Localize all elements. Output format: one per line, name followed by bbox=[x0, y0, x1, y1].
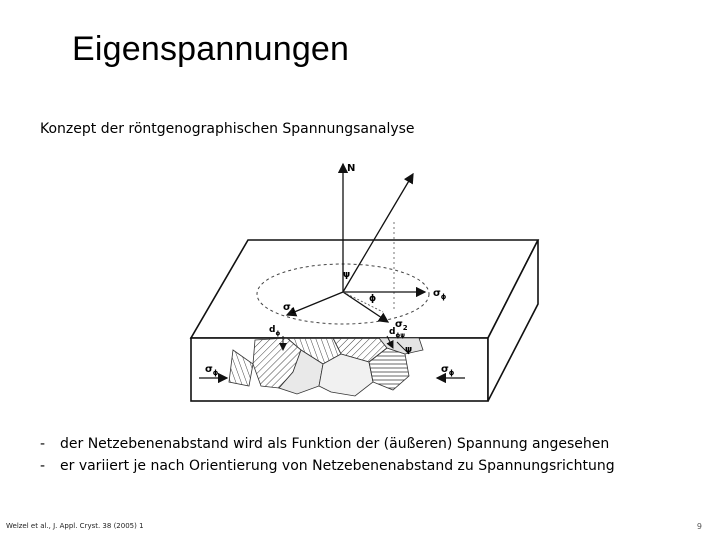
footer-reference: Welzel et al., J. Appl. Cryst. 38 (2005) 1 bbox=[6, 522, 144, 530]
bullet-text: er variiert je nach Orientierung von Netzebenenabstand zu Spannungsrichtung bbox=[60, 458, 615, 474]
normal-label: N bbox=[347, 163, 356, 174]
bullet-item bbox=[40, 455, 615, 477]
bullet-list bbox=[40, 433, 615, 477]
sigma-2-label: $\sigma_2$ bbox=[395, 319, 408, 332]
bullet-marker: - bbox=[40, 436, 46, 452]
stress-analysis-diagram bbox=[183, 150, 553, 410]
bullet-marker: - bbox=[40, 458, 46, 474]
bullet-item bbox=[40, 433, 615, 455]
diagram-svg bbox=[183, 150, 553, 410]
slide-title: Eigenspannungen bbox=[72, 30, 350, 68]
d-phipsi-label: $d_{\phi\psi}$ bbox=[389, 327, 405, 339]
bullet-text: der Netzebenenabstand wird als Funktion der (äußeren) Spannung angesehen bbox=[60, 436, 610, 452]
page-number: 9 bbox=[696, 522, 702, 531]
sigma-phi-right-label: $\sigma_\phi$ bbox=[441, 364, 455, 377]
d-phi-label: $d_\phi$ bbox=[269, 325, 281, 337]
slide-subtitle: Konzept der röntgenographischen Spannungsanalyse bbox=[40, 121, 415, 137]
sigma-phi-left-label: $\sigma_\phi$ bbox=[205, 364, 219, 377]
sigma-1-label: $\sigma_1$ bbox=[283, 302, 296, 315]
phi-angle-label: ϕ bbox=[369, 294, 377, 304]
sigma-phi-top-label: $\sigma_\phi$ bbox=[433, 288, 447, 301]
psi-top-label: ψ bbox=[343, 270, 351, 280]
psi-right-label: ψ bbox=[405, 345, 413, 355]
